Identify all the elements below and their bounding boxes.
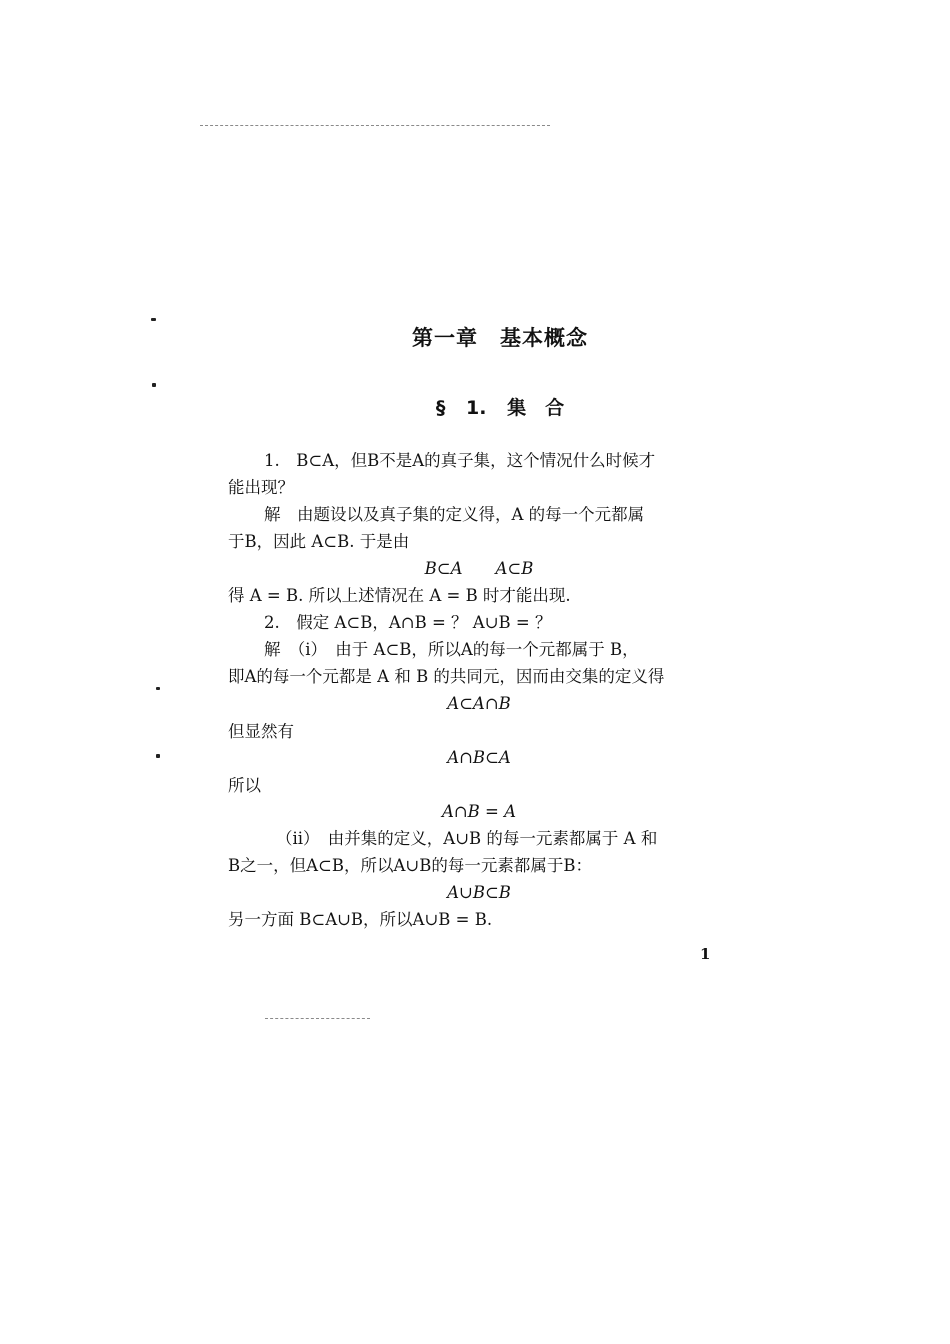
text-line: 解 由题设以及真子集的定义得，A 的每一个元都属	[264, 505, 645, 524]
text-line: 即A的每一个元都是 A 和 B 的共同元，因而由交集的定义得	[228, 667, 665, 686]
formula: A∪B⊂B	[447, 883, 511, 902]
scan-artifact-bottom	[265, 1018, 370, 1019]
formula: A∩B⊂A	[447, 748, 511, 767]
text-line: 另一方面 B⊂A∪B，所以A∪B = B.	[228, 910, 493, 929]
scan-speck	[152, 383, 156, 387]
text-line: （ii） 由并集的定义，A∪B 的每一元素都属于 A 和	[276, 829, 658, 848]
text-line: 2. 假定 A⊂B，A∩B = ？ A∪B = ？	[264, 613, 552, 632]
text-line: 所以	[228, 776, 261, 795]
text-line: B之一，但A⊂B，所以A∪B的每一元素都属于B：	[228, 856, 592, 875]
formula: A∩B = A	[441, 802, 517, 821]
text-line: 1. B⊂A，但B不是A的真子集，这个情况什么时候才	[264, 451, 656, 470]
scan-artifact-top	[200, 125, 550, 126]
text-line: 于B，因此 A⊂B. 于是由	[228, 532, 410, 551]
formula: B⊂A A⊂B	[424, 559, 534, 578]
scan-speck	[156, 754, 160, 758]
text-line: 得 A = B. 所以上述情况在 A = B 时才能出现.	[228, 586, 571, 605]
formula: A⊂A∩B	[447, 694, 511, 713]
text-line: 能出现？	[228, 478, 294, 497]
chapter-title: 第一章 基本概念	[412, 326, 588, 350]
text-line: 解 （i） 由于 A⊂B，所以A的每一个元都属于 B，	[264, 640, 639, 659]
text-line: 但显然有	[228, 722, 294, 741]
section-title: § 1. 集 合	[435, 397, 565, 419]
page-number: 1	[700, 945, 711, 963]
scan-speck	[151, 318, 156, 321]
scan-speck	[156, 687, 160, 690]
